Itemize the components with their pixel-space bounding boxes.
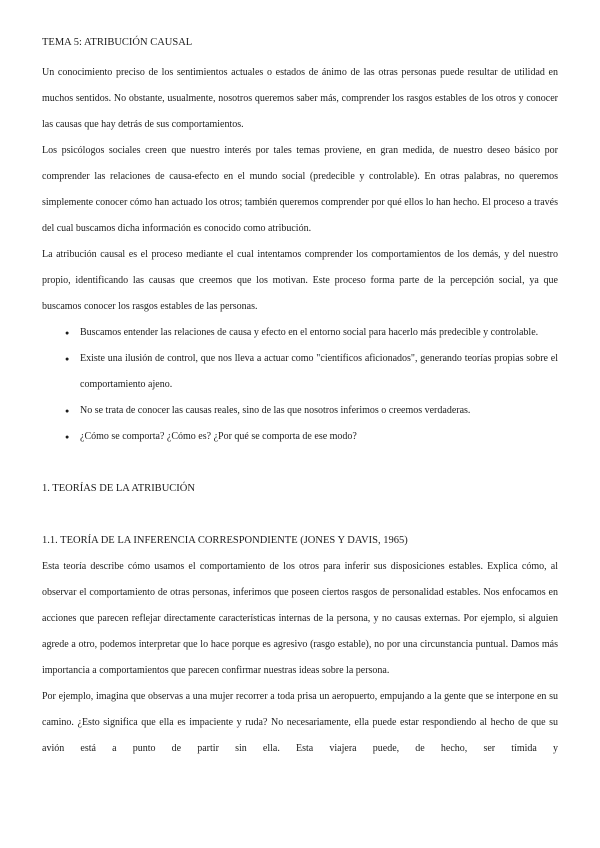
intro-paragraph-3: La atribución causal es el proceso mediante el cual intentamos comprender los comportamientos de los demás, y del nuestro propio, identificando las causas que creemos que los motivan. Este proceso forma parte de la percepción social, ya que buscamos conocer los rasgos estables de las personas. xyxy=(42,249,558,312)
bullet-text: No se trata de conocer las causas reales, sino de las que nosotros inferimos o creemos verdaderas. xyxy=(80,405,471,416)
list-item xyxy=(42,424,558,450)
bullet-icon: ● xyxy=(65,329,70,337)
bullet-list xyxy=(42,320,558,450)
document-title: TEMA 5: ATRIBUCIÓN CAUSAL xyxy=(42,37,193,48)
list-item xyxy=(42,346,558,398)
bullet-text: Buscamos entender las relaciones de causa y efecto en el entorno social para hacerlo más predecible y controlable. xyxy=(80,327,539,338)
intro-paragraph-2: Los psicólogos sociales creen que nuestro interés por tales temas proviene, en gran medida, de nuestro deseo básico por comprender las relaciones de causa-efecto en el mundo social (predecible y controlable). En otras palabras, no queremos simplemente conocer cómo han actuado los otros; también queremos comprender por qué ellos lo han hecho. El proceso a través del cual buscamos dicha información es conocido como atribución. xyxy=(42,145,558,234)
list-item xyxy=(42,398,558,424)
subsection-heading: 1.1. TEORÍA DE LA INFERENCIA CORRESPONDIENTE (JONES Y DAVIS, 1965) xyxy=(42,535,408,546)
intro-paragraph-1: Un conocimiento preciso de los sentimientos actuales o estados de ánimo de las otras personas puede resultar de utilidad en muchos sentidos. No obstante, usualmente, nosotros queremos saber más, comprender los rasgos estables de los otros y conocer las causas que hay detrás de sus comportamientos. xyxy=(42,67,558,130)
list-item xyxy=(42,320,558,346)
bullet-icon: ● xyxy=(65,433,70,441)
bullet-text: ¿Cómo se comporta? ¿Cómo es? ¿Por qué se comporta de ese modo? xyxy=(80,431,357,442)
section-heading: 1. TEORÍAS DE LA ATRIBUCIÓN xyxy=(42,483,195,494)
bullet-icon: ● xyxy=(65,355,70,363)
bullet-text: Existe una ilusión de control, que nos lleva a actuar como "científicos aficionados", generando teorías propias sobre el comportamiento ajeno. xyxy=(80,353,558,390)
bullet-icon: ● xyxy=(65,407,70,415)
section-paragraph-1: Esta teoría describe cómo usamos el comportamiento de los otros para inferir sus disposiciones estables. Explica cómo, al observar el comportamiento de otras personas, inferimos que poseen ciertos rasgos de personalidad estables. Nos enfocamos en acciones que parecen reflejar directamente características internas de la persona, y no causas externas. Por ejemplo, si alguien agrede a otro, podemos interpretar que lo hace porque es agresivo (rasgo estable), no por una circunstancia puntual. Damos más importancia a comportamientos que parecen confirmar nuestras ideas sobre la persona. xyxy=(42,561,558,676)
section-paragraph-2: Por ejemplo, imagina que observas a una mujer recorrer a toda prisa un aeropuerto, empujando a la gente que se interpone en su camino. ¿Esto significa que ella es impaciente y ruda? No necesariamente, ella puede estar respondiendo al hecho de que su avión está a punto de partir sin ella. Esta viajera puede, de hecho, ser tímida y xyxy=(42,691,558,754)
